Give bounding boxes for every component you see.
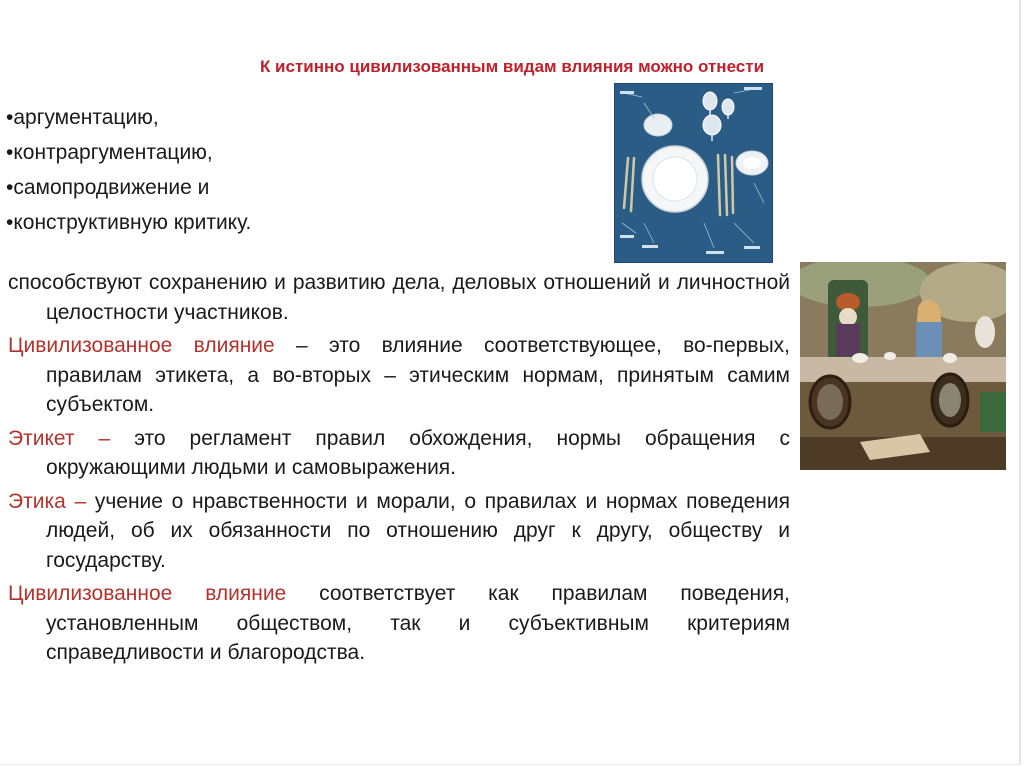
paragraph-term: Цивилизованное влияние bbox=[8, 334, 275, 357]
slide-title: К истинно цивилизованным видам влияния можно отнести bbox=[259, 57, 765, 76]
bullet-item: • самопродвижение и bbox=[6, 170, 251, 205]
paragraph-text: это регламент правил обхождения, нормы обращения с окружающими людьми и самовыражения. bbox=[46, 426, 790, 479]
paragraph-term: Цивилизованное влияние bbox=[8, 582, 287, 605]
paragraphs bbox=[8, 268, 790, 672]
paragraph-text: способствуют сохранению и развитию дела, деловых отношений и личностной целостности участников. bbox=[8, 271, 790, 324]
bullet-item: • контраргументацию, bbox=[6, 135, 251, 170]
paragraph-text: – это влияние соответствующее, во-первых, правилам этикета, а во-вторых – этическим нормам, принятым самим субъектом. bbox=[46, 334, 790, 416]
paragraph bbox=[8, 424, 790, 483]
table-setting-photo bbox=[614, 83, 773, 263]
paragraph-term: Этикет – bbox=[8, 426, 111, 450]
mad-hatter-tea-party-photo bbox=[800, 262, 1006, 470]
paragraph bbox=[8, 268, 790, 327]
paragraph bbox=[8, 487, 790, 576]
paragraph bbox=[8, 579, 790, 668]
bullet-item: • конструктивную критику. bbox=[6, 205, 251, 240]
paragraph-text: учение о нравственности и морали, о правилах и нормах поведения людей, об их обязанности по отношению друг к другу, обществу и государству. bbox=[46, 489, 790, 572]
paragraph bbox=[8, 331, 790, 420]
bullet-list bbox=[6, 100, 251, 240]
paragraph-term: Этика – bbox=[8, 489, 87, 513]
paragraph-text: соответствует как правилам поведения, установленным обществом, так и субъективным критериям справедливости и благородства. bbox=[46, 582, 790, 664]
bullet-item: • аргументацию, bbox=[6, 100, 251, 135]
